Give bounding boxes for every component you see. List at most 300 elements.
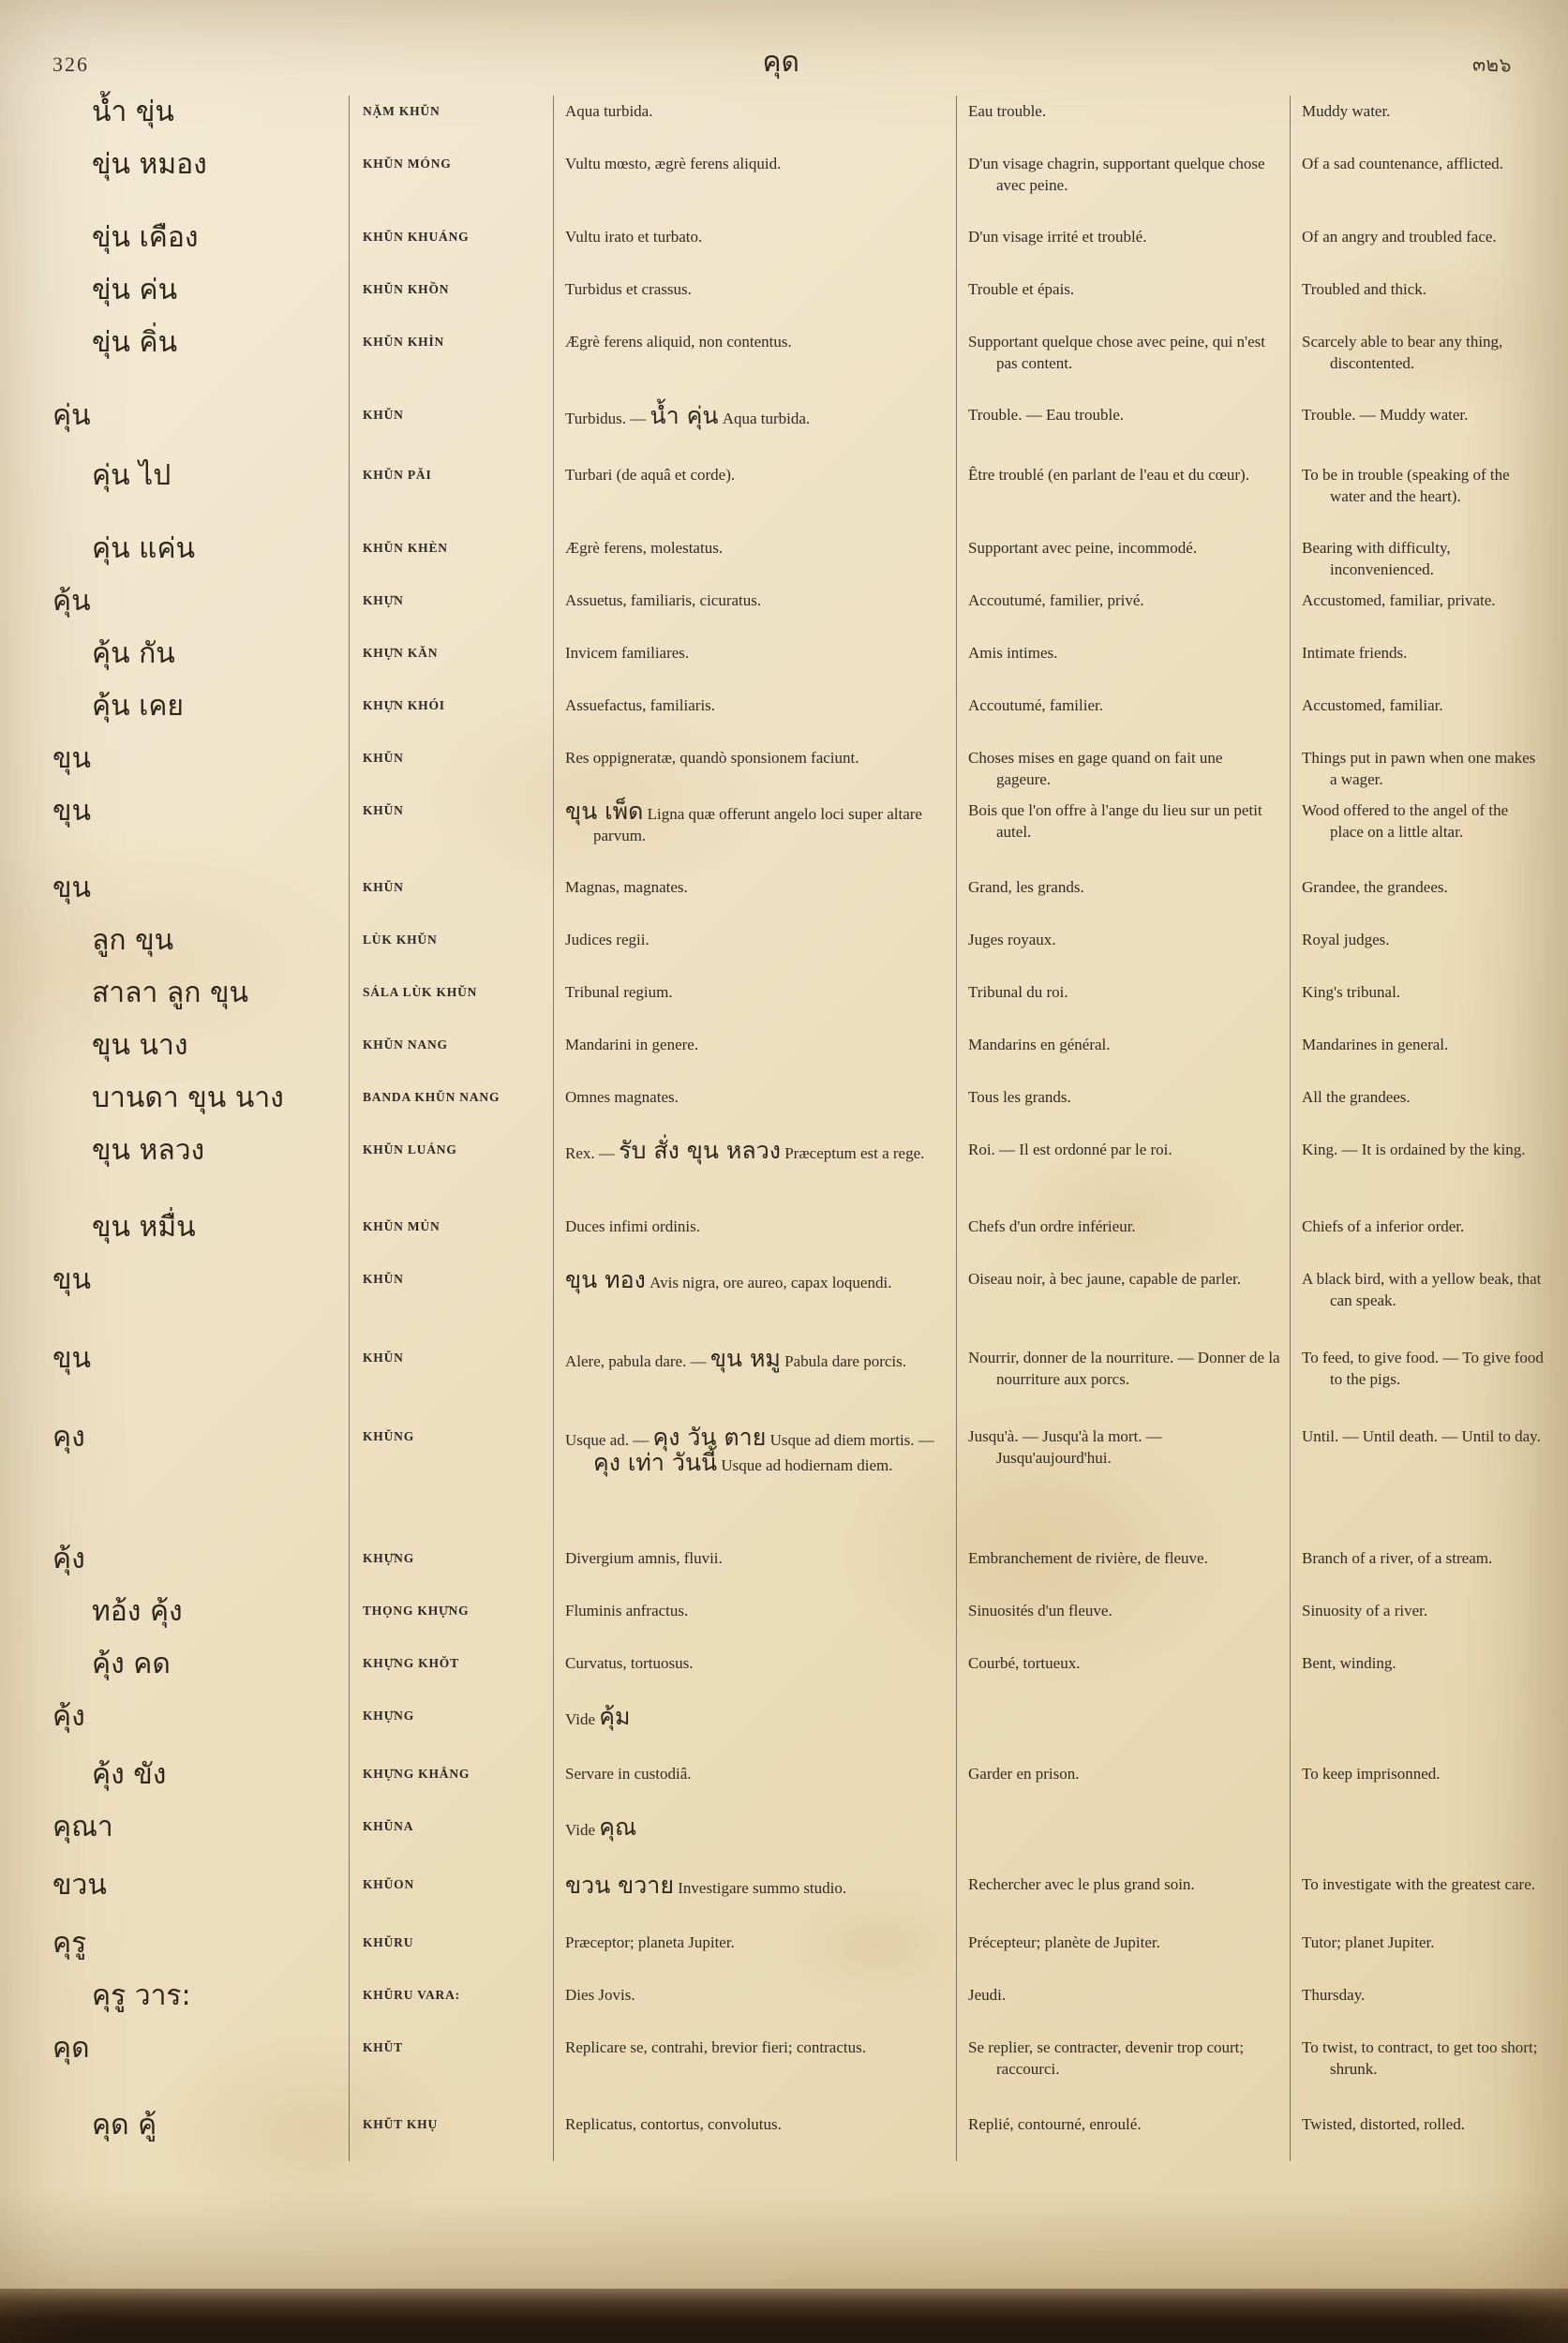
entry-thai-word: คุด (52, 2032, 90, 2065)
entry-french-definition (956, 1979, 1290, 2032)
dictionary-entry-row (47, 1595, 1555, 1648)
dictionary-entry-row (47, 1134, 1555, 1211)
entry-english-definition (1290, 96, 1555, 148)
entry-latin-definition-text: Vultu mœsto, ægrè ferens aliquid. (565, 155, 782, 172)
entry-latin-definition (553, 1082, 956, 1134)
entry-thai-word: ขวน (52, 1869, 107, 1902)
entry-latin-definition (553, 2032, 956, 2109)
entry-latin-definition (553, 1811, 956, 1869)
entry-thai-word: ขุน (52, 1263, 92, 1296)
dictionary-entry-row (47, 742, 1555, 795)
entry-french-definition-text: Mandarins en général. (968, 1036, 1111, 1053)
entry-french-definition-text: Tous les grands. (968, 1088, 1071, 1106)
entry-english-definition-text: To be in trouble (speaking of the water and the heart). (1302, 466, 1510, 505)
entry-latin-definition (553, 1263, 956, 1342)
entry-english-definition-text: Sinuosity of a river. (1302, 1602, 1428, 1619)
page-header (0, 0, 1568, 81)
entry-french-definition-text: Supportant quelque chose avec peine, qui n'est pas content. (968, 333, 1265, 372)
entry-romanization: KHỤ̆NG KHŎT (349, 1648, 553, 1700)
entry-latin-definition-text: Curvatus, tortuosus. (565, 1654, 694, 1672)
entry-french-definition (956, 1134, 1290, 1211)
entry-thai-word: คุด คู้ (92, 2109, 157, 2142)
entry-latin-definition (553, 274, 956, 326)
entry-english-definition (1290, 1082, 1555, 1134)
entry-latin-definition-text: Replicatus, contortus, convolutus. (565, 2115, 782, 2133)
entry-french-definition (956, 1811, 1290, 1869)
entry-english-definition (1290, 532, 1555, 585)
entry-english-definition (1290, 1869, 1555, 1927)
entry-english-definition (1290, 690, 1555, 742)
entry-latin-definition-text: Turbari (de aquâ et corde). (565, 466, 736, 484)
entry-romanization: KHŬN KHÈN (349, 532, 553, 585)
inline-thai-example: น้ำ คุ่น (650, 402, 719, 429)
entry-english-definition (1290, 221, 1555, 274)
entry-french-definition (956, 1421, 1290, 1543)
entry-latin-definition (553, 1595, 956, 1648)
entry-french-definition (956, 399, 1290, 459)
entry-romanization: KHŬRU VARA: (349, 1979, 553, 2032)
inline-thai-example: ขุน ทอง (565, 1266, 646, 1293)
entry-french-definition-text: Roi. — Il est ordonné par le roi. (968, 1141, 1172, 1158)
entry-thai-word: คุ่น แค่น (92, 532, 196, 565)
entry-latin-definition-text: Omnes magnates. (565, 1088, 679, 1106)
entry-french-definition (956, 1758, 1290, 1811)
inline-thai-example: คุง วัน ตาย (652, 1424, 767, 1451)
dictionary-entry-row (47, 1758, 1555, 1811)
entry-latin-definition-text: Rex. — รับ สั่ง ขุน หลวง Præceptum est a rege. (565, 1137, 925, 1164)
entry-french-definition (956, 795, 1290, 872)
entry-english-definition (1290, 1342, 1555, 1421)
entry-thai-word: คุรู วาร: (92, 1979, 191, 2012)
dictionary-entry-row (47, 1811, 1555, 1869)
entry-french-definition (956, 1927, 1290, 1979)
entry-latin-definition-text: Usque ad. — คุง วัน ตาย Usque ad diem mortis. — คุง เท่า วันนี้ Usque ad hodiernam diem. (565, 1424, 934, 1476)
dictionary-entry-row (47, 977, 1555, 1029)
entry-english-definition-text: Tutor; planet Jupiter. (1302, 1933, 1435, 1951)
entry-latin-definition-text: Fluminis anfractus. (565, 1602, 689, 1619)
entry-romanization: KHŬN (349, 742, 553, 795)
entry-french-definition (956, 1648, 1290, 1700)
dictionary-entry-row (47, 459, 1555, 532)
inline-thai-example: คุณ (599, 1813, 637, 1841)
entry-thai-word: ขุ่น หมอง (92, 148, 207, 181)
entry-french-definition-text: Nourrir, donner de la nourriture. — Donner de la nourriture aux porcs. (968, 1349, 1280, 1388)
entry-romanization: KHŬN LUÁNG (349, 1134, 553, 1211)
entry-french-definition (956, 585, 1290, 637)
entry-french-definition (956, 1029, 1290, 1082)
dictionary-entry-row (47, 1927, 1555, 1979)
entry-latin-definition-text: Turbidus et crassus. (565, 280, 692, 298)
dictionary-entry-row (47, 274, 1555, 326)
entry-romanization: KHŬN (349, 872, 553, 924)
entry-english-definition-text: Grandee, the grandees. (1302, 878, 1448, 896)
book-bottom-edge (0, 2289, 1568, 2343)
entry-thai-word: ขุน (52, 872, 92, 904)
dictionary-entry-row (47, 1421, 1555, 1543)
entry-english-definition (1290, 1211, 1555, 1263)
entry-french-definition-text: D'un visage irrité et troublé. (968, 228, 1147, 246)
entry-english-definition-text: Until. — Until death. — Until to day. (1302, 1427, 1541, 1445)
entry-latin-definition-text: Assuefactus, familiaris. (565, 696, 716, 714)
entry-french-definition (956, 1869, 1290, 1927)
entry-english-definition-text: Royal judges. (1302, 931, 1390, 948)
entry-french-definition-text: Oiseau noir, à bec jaune, capable de parler. (968, 1270, 1242, 1288)
entry-latin-definition-text: Judices regii. (565, 931, 650, 948)
entry-french-definition-text: Juges royaux. (968, 931, 1056, 948)
entry-english-definition (1290, 1421, 1555, 1543)
entry-english-definition-text: All the grandees. (1302, 1088, 1411, 1106)
inline-thai-example: คุ้ม (599, 1703, 631, 1730)
entry-english-definition-text: To twist, to contract, to get too short; shrunk. (1302, 2038, 1538, 2078)
entry-french-definition-text: Grand, les grands. (968, 878, 1084, 896)
entry-english-definition (1290, 1595, 1555, 1648)
dictionary-entry-row (47, 924, 1555, 977)
page-number-left: 326 (52, 52, 89, 76)
entry-thai-word: ขุ่น เคือง (92, 221, 199, 254)
entry-thai-word: ลูก ขุน (92, 924, 174, 957)
entry-french-definition (956, 148, 1290, 221)
entry-french-definition (956, 1342, 1290, 1421)
entry-romanization: KHŬON (349, 1869, 553, 1927)
entry-thai-word: น้ำ ขุ่น (92, 96, 174, 128)
entry-english-definition (1290, 1648, 1555, 1700)
entry-thai-word: สาลา ลูก ขุน (92, 977, 249, 1009)
entry-english-definition-text: Bent, winding. (1302, 1654, 1396, 1672)
entry-english-definition-text: Of a sad countenance, afflicted. (1302, 155, 1503, 172)
entry-french-definition-text: Jusqu'à. — Jusqu'à la mort. — Jusqu'aujourd'hui. (968, 1427, 1162, 1467)
dictionary-entry-row (47, 1342, 1555, 1421)
entry-latin-definition-text: ขวน ขวาย Investigare summo studio. (565, 1872, 847, 1899)
entry-thai-word: คุ้ง (52, 1700, 85, 1733)
entry-french-definition (956, 637, 1290, 690)
entries-table (47, 96, 1555, 2161)
entry-latin-definition-text: Invicem familiares. (565, 644, 690, 662)
entry-french-definition (956, 1082, 1290, 1134)
entry-english-definition (1290, 795, 1555, 872)
inline-thai-example: ขุน หมู (709, 1345, 781, 1372)
entry-french-definition (956, 872, 1290, 924)
entry-french-definition-text: Supportant avec peine, incommodé. (968, 539, 1198, 557)
entry-english-definition (1290, 1543, 1555, 1595)
page-curl-shadow (0, 2187, 1568, 2291)
entry-latin-definition (553, 742, 956, 795)
entry-latin-definition-text: Tribunal regium. (565, 983, 673, 1001)
entry-english-definition (1290, 924, 1555, 977)
entry-romanization: KHŬN KHỒN (349, 274, 553, 326)
entry-latin-definition-text: ขุน เพ็ด Ligna quæ offerunt angelo loci super altare parvum. (565, 798, 922, 844)
entry-french-definition-text: Embranchement de rivière, de fleuve. (968, 1549, 1208, 1567)
entry-romanization: NẶM KHŬN (349, 96, 553, 148)
inline-thai-example: รับ สั่ง ขุน หลวง (619, 1137, 781, 1164)
entry-latin-definition (553, 1869, 956, 1927)
entry-thai-word: ขุ่น ค่น (92, 274, 178, 306)
entry-thai-word: คุง (52, 1421, 85, 1454)
entry-latin-definition-text: Ægrè ferens, molestatus. (565, 539, 724, 557)
entry-english-definition-text: Scarcely able to bear any thing, discontented. (1302, 333, 1503, 372)
entry-thai-word: คุ่น (52, 399, 91, 432)
entry-english-definition-text: Of an angry and troubled face. (1302, 228, 1497, 246)
dictionary-entry-row (47, 399, 1555, 459)
entry-french-definition (956, 1211, 1290, 1263)
entry-english-definition-text: Troubled and thick. (1302, 280, 1427, 298)
entry-french-definition (956, 2109, 1290, 2161)
entry-latin-definition (553, 326, 956, 399)
entry-thai-word: คุ้ง คด (92, 1648, 171, 1680)
dictionary-entry-row (47, 1979, 1555, 2032)
entry-thai-word: ขุน นาง (92, 1029, 188, 1062)
entry-french-definition-text: Rechercher avec le plus grand soin. (968, 1875, 1195, 1893)
entry-english-definition-text: Things put in pawn when one makes a wager. (1302, 749, 1536, 788)
entry-french-definition-text: Sinuosités d'un fleuve. (968, 1602, 1113, 1619)
entry-latin-definition (553, 795, 956, 872)
dictionary-entry-row (47, 1029, 1555, 1082)
entry-thai-word: คุณา (52, 1811, 113, 1843)
entry-french-definition-text: Accoutumé, familier. (968, 696, 1103, 714)
entry-french-definition-text: Trouble. — Eau trouble. (968, 406, 1125, 424)
entry-thai-word: คุ้ง (52, 1543, 85, 1575)
entry-english-definition (1290, 1263, 1555, 1342)
entry-thai-word: บานดา ขุน นาง (92, 1082, 284, 1114)
entry-romanization: BANDA KHŬN NANG (349, 1082, 553, 1134)
entry-romanization: KHŬN (349, 795, 553, 872)
entry-romanization: LÙK KHŬN (349, 924, 553, 977)
entry-thai-word: คุ้น กัน (92, 637, 175, 670)
entry-thai-word: ขุ่น คิ่น (92, 326, 178, 359)
dictionary-entry-row (47, 1263, 1555, 1342)
entry-english-definition (1290, 1029, 1555, 1082)
entry-thai-word: ขุน (52, 795, 92, 828)
inline-thai-example: ขุน เพ็ด (565, 798, 644, 825)
dictionary-entry-row (47, 1648, 1555, 1700)
entry-english-definition (1290, 148, 1555, 221)
entry-thai-word: ขุน หลวง (92, 1134, 205, 1167)
entry-latin-definition-text: Vide คุณ (565, 1813, 637, 1841)
entry-latin-definition (553, 2109, 956, 2161)
entry-latin-definition-text: Aqua turbida. (565, 102, 653, 120)
entry-romanization: KHŬT KHỤ (349, 2109, 553, 2161)
entry-english-definition-text: Chiefs of a inferior order. (1302, 1217, 1465, 1235)
entry-romanization: KHŬNG (349, 1421, 553, 1543)
entry-english-definition-text: To feed, to give food. — To give food to the pigs. (1302, 1349, 1544, 1388)
entry-latin-definition (553, 221, 956, 274)
entry-french-definition-text: Être troublé (en parlant de l'eau et du cœur). (968, 466, 1249, 484)
entry-english-definition (1290, 274, 1555, 326)
entry-english-definition-text: Accustomed, familiar, private. (1302, 591, 1496, 609)
page-number-right-thai: ๓๒๖ (1472, 52, 1513, 77)
entry-romanization: KHŬN MÓNG (349, 148, 553, 221)
dictionary-entry-row (47, 690, 1555, 742)
entry-english-definition (1290, 459, 1555, 532)
entry-english-definition (1290, 585, 1555, 637)
entry-english-definition (1290, 1979, 1555, 2032)
entry-english-definition (1290, 977, 1555, 1029)
entry-english-definition-text: King's tribunal. (1302, 983, 1401, 1001)
entry-french-definition-text: Replié, contourné, enroulé. (968, 2115, 1142, 2133)
entry-french-definition (956, 274, 1290, 326)
entry-english-definition (1290, 1811, 1555, 1869)
entry-latin-definition-text: Duces infimi ordinis. (565, 1217, 701, 1235)
entry-latin-definition-text: Assuetus, familiaris, cicuratus. (565, 591, 762, 609)
entry-romanization: KHŬN NANG (349, 1029, 553, 1082)
inline-thai-example: คุง เท่า วันนี้ (593, 1449, 718, 1476)
dictionary-entry-row (47, 326, 1555, 399)
entry-english-definition-text: Intimate friends. (1302, 644, 1408, 662)
dictionary-entry-row (47, 532, 1555, 585)
entry-romanization: SÁLA LÙK KHŬN (349, 977, 553, 1029)
dictionary-entry-row (47, 872, 1555, 924)
entry-latin-definition (553, 1758, 956, 1811)
entry-english-definition-text: A black bird, with a yellow beak, that can speak. (1302, 1270, 1542, 1309)
entry-latin-definition (553, 148, 956, 221)
running-head: คุด (762, 46, 800, 79)
entry-english-definition-text: Twisted, distorted, rolled. (1302, 2115, 1465, 2133)
entry-romanization: KHŬN (349, 399, 553, 459)
entry-french-definition (956, 977, 1290, 1029)
entry-english-definition (1290, 637, 1555, 690)
entry-english-definition (1290, 326, 1555, 399)
entry-romanization: KHỤ̆NG KHẮNG (349, 1758, 553, 1811)
dictionary-entry-row (47, 637, 1555, 690)
entry-english-definition-text: Thursday. (1302, 1986, 1366, 2004)
entry-french-definition-text: Choses mises en gage quand on fait une gageure. (968, 749, 1223, 788)
entry-french-definition (956, 326, 1290, 399)
dictionary-entry-row (47, 221, 1555, 274)
entry-latin-definition (553, 1543, 956, 1595)
entry-latin-definition-text: Magnas, magnates. (565, 878, 688, 896)
entry-french-definition (956, 459, 1290, 532)
dictionary-entry-row (47, 1700, 1555, 1758)
entry-french-definition (956, 690, 1290, 742)
entry-romanization: KHŬRU (349, 1927, 553, 1979)
entry-french-definition (956, 1595, 1290, 1648)
entry-romanization: KHŬN PĂI (349, 459, 553, 532)
dictionary-entry-row (47, 1082, 1555, 1134)
entry-latin-definition-text: Servare in custodiâ. (565, 1765, 692, 1783)
entry-romanization: KHŬN MỦN (349, 1211, 553, 1263)
entry-thai-word: คุ้ง ขัง (92, 1758, 167, 1791)
entry-english-definition-text: Bearing with difficulty, inconvenienced. (1302, 539, 1451, 578)
entry-english-definition-text: Branch of a river, of a stream. (1302, 1549, 1493, 1567)
entry-thai-word: ทอ้ง คุ้ง (92, 1595, 183, 1628)
entry-french-definition-text: Eau trouble. (968, 102, 1047, 120)
entry-latin-definition (553, 96, 956, 148)
entry-french-definition (956, 1543, 1290, 1595)
entry-thai-word: ขุน (52, 742, 92, 775)
entry-french-definition-text: Jeudi. (968, 1986, 1007, 2004)
entry-english-definition (1290, 1134, 1555, 1211)
entry-romanization: KHŬT (349, 2032, 553, 2109)
entry-thai-word: คุ่น ไป (92, 459, 172, 492)
entry-english-definition-text: Wood offered to the angel of the place on a little altar. (1302, 801, 1509, 841)
entry-latin-definition (553, 1342, 956, 1421)
entry-french-definition-text: Chefs d'un ordre inférieur. (968, 1217, 1136, 1235)
entry-french-definition-text: D'un visage chagrin, supportant quelque chose avec peine. (968, 155, 1265, 194)
entry-french-definition-text: Trouble et épais. (968, 280, 1075, 298)
entry-latin-definition-text: Turbidus. — น้ำ คุ่น Aqua turbida. (565, 402, 811, 429)
entry-english-definition-text: Trouble. — Muddy water. (1302, 406, 1469, 424)
entry-romanization: KHỤ̆NG (349, 1543, 553, 1595)
entry-romanization: KHŬN KHUÁNG (349, 221, 553, 274)
dictionary-entry-row (47, 96, 1555, 148)
entry-latin-definition (553, 1134, 956, 1211)
entry-latin-definition-text: Ægrè ferens aliquid, non contentus. (565, 333, 792, 351)
entry-latin-definition-text: Res oppigneratæ, quandò sponsionem faciunt. (565, 749, 859, 767)
entry-english-definition-text: To investigate with the greatest care. (1302, 1875, 1535, 1893)
entry-latin-definition (553, 1211, 956, 1263)
entry-latin-definition (553, 1700, 956, 1758)
entry-french-definition-text: Bois que l'on offre à l'ange du lieu sur un petit autel. (968, 801, 1262, 841)
entry-latin-definition (553, 1421, 956, 1543)
entry-english-definition-text: Accustomed, familiar. (1302, 696, 1443, 714)
entry-latin-definition-text: ขุน ทอง Avis nigra, ore aureo, capax loquendi. (565, 1266, 892, 1293)
dictionary-entry-row (47, 795, 1555, 872)
entry-french-definition-text: Courbé, tortueux. (968, 1654, 1081, 1672)
entry-latin-definition (553, 924, 956, 977)
entry-english-definition (1290, 399, 1555, 459)
dictionary-entry-row (47, 1211, 1555, 1263)
entry-latin-definition (553, 872, 956, 924)
entry-latin-definition (553, 690, 956, 742)
entry-english-definition (1290, 2032, 1555, 2109)
entry-french-definition-text: Garder en prison. (968, 1765, 1080, 1783)
entry-romanization: KHỤ̆N KĂN (349, 637, 553, 690)
entry-thai-word: ขุน (52, 1342, 92, 1375)
entry-latin-definition-text: Alere, pabula dare. — ขุน หมู Pabula dare porcis. (565, 1345, 906, 1372)
dictionary-entry-row (47, 2109, 1555, 2161)
entry-latin-definition-text: Vultu irato et turbato. (565, 228, 703, 246)
entry-english-definition (1290, 1927, 1555, 1979)
entry-latin-definition-text: Vide คุ้ม (565, 1703, 631, 1730)
entry-english-definition-text: Muddy water. (1302, 102, 1391, 120)
entry-french-definition (956, 1263, 1290, 1342)
entry-latin-definition-text: Mandarini in genere. (565, 1036, 699, 1053)
entry-french-definition (956, 96, 1290, 148)
dictionary-entry-row (47, 585, 1555, 637)
entry-romanization: KHỤ̆N KHÓI (349, 690, 553, 742)
entry-romanization: KHŬN (349, 1263, 553, 1342)
entry-romanization: KHŬN KHÌN (349, 326, 553, 399)
entry-latin-definition (553, 637, 956, 690)
entry-french-definition (956, 924, 1290, 977)
entry-french-definition (956, 2032, 1290, 2109)
entry-latin-definition (553, 1648, 956, 1700)
entry-latin-definition (553, 1927, 956, 1979)
entry-french-definition-text: Précepteur; planète de Jupiter. (968, 1933, 1160, 1951)
dictionary-entry-row (47, 1869, 1555, 1927)
entry-latin-definition-text: Præceptor; planeta Jupiter. (565, 1933, 735, 1951)
entry-french-definition (956, 221, 1290, 274)
entry-english-definition (1290, 1700, 1555, 1758)
entry-english-definition (1290, 742, 1555, 795)
entry-romanization: THỌNG KHỤ̆NG (349, 1595, 553, 1648)
entry-english-definition-text: To keep imprisonned. (1302, 1765, 1441, 1783)
entry-romanization: KHŬN (349, 1342, 553, 1421)
dictionary-entry-row (47, 148, 1555, 221)
entry-latin-definition (553, 1029, 956, 1082)
entry-french-definition (956, 532, 1290, 585)
entry-french-definition-text: Tribunal du roi. (968, 983, 1068, 1001)
entry-thai-word: คุ้น (52, 585, 91, 618)
entry-thai-word: คุรู (52, 1927, 87, 1960)
entry-english-definition (1290, 2109, 1555, 2161)
entry-english-definition (1290, 872, 1555, 924)
entry-english-definition (1290, 1758, 1555, 1811)
entry-latin-definition (553, 1979, 956, 2032)
entry-latin-definition-text: Replicare se, contrahi, brevior fieri; contractus. (565, 2038, 866, 2056)
entry-romanization: KHŬNA (349, 1811, 553, 1869)
entry-french-definition-text: Se replier, se contracter, devenir trop court; raccourci. (968, 2038, 1245, 2078)
entry-french-definition-text: Accoutumé, familier, privé. (968, 591, 1144, 609)
